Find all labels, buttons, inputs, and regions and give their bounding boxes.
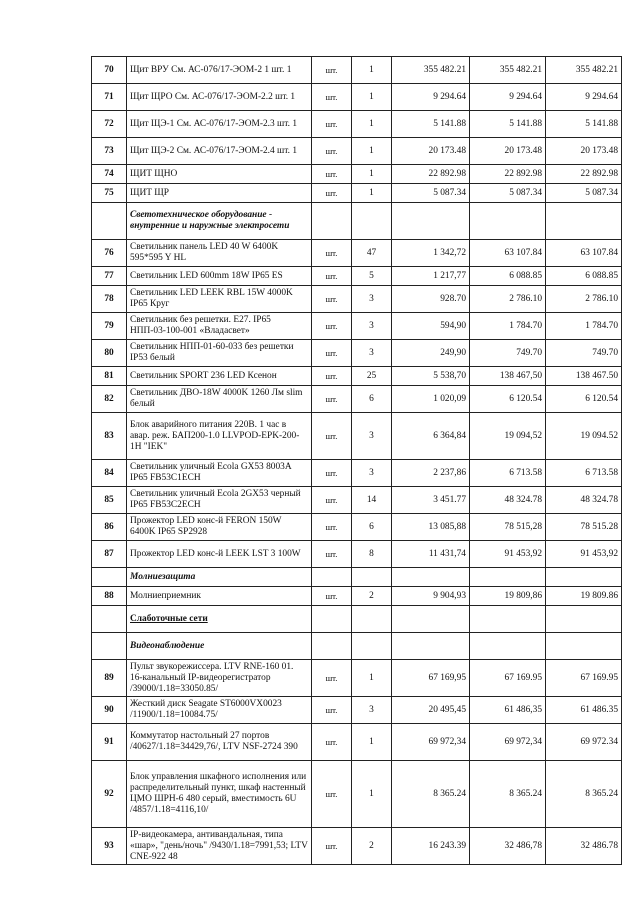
total-cell (470, 606, 546, 633)
price-cell: 1 020,09 (392, 386, 470, 413)
unit-cell (312, 568, 352, 587)
total-cell: 5 141.88 (546, 111, 622, 138)
table-body (92, 57, 622, 865)
row-number-cell: 81 (92, 367, 127, 386)
item-name-cell: Светильник LED 600mm 18W IP65 ES (127, 267, 312, 286)
total-cell: 1 784.70 (546, 313, 622, 340)
unit-cell: шт. (312, 313, 352, 340)
total-cell: 2 786.10 (546, 286, 622, 313)
quantity-cell: 3 (352, 460, 392, 487)
quantity-cell: 1 (352, 724, 392, 761)
table-row (92, 460, 622, 487)
unit-cell: шт. (312, 165, 352, 184)
total-cell: 5 141.88 (470, 111, 546, 138)
quantity-cell (352, 568, 392, 587)
row-number-cell: 83 (92, 413, 127, 460)
unit-cell: шт. (312, 460, 352, 487)
price-cell: 8 365.24 (392, 761, 470, 828)
item-name-cell: Светильник уличный Ecola 2GX53 черный IP65 FB53C2ECH (127, 487, 312, 514)
total-cell: 9 294.64 (470, 84, 546, 111)
total-cell: 20 173.48 (546, 138, 622, 165)
row-number-cell: 88 (92, 587, 127, 606)
unit-cell: шт. (312, 514, 352, 541)
quantity-cell: 8 (352, 541, 392, 568)
total-cell: 19 809.86 (546, 587, 622, 606)
unit-cell: шт. (312, 138, 352, 165)
quantity-cell: 1 (352, 138, 392, 165)
unit-cell: шт. (312, 84, 352, 111)
total-cell: 32 486,78 (470, 828, 546, 865)
price-cell: 5 538,70 (392, 367, 470, 386)
total-cell: 6 713.58 (470, 460, 546, 487)
table-row (92, 340, 622, 367)
table-row (92, 413, 622, 460)
total-cell: 6 713.58 (546, 460, 622, 487)
item-name-cell: IP-видеокамера, антивандальная, типа «шар», "день/ночь" /9430/1.18=7991,53; LTV CNE-922 48 (127, 828, 312, 865)
total-cell: 6 088.85 (470, 267, 546, 286)
total-cell: 91 453,92 (470, 541, 546, 568)
row-number-cell: 85 (92, 487, 127, 514)
price-cell (392, 606, 470, 633)
item-name-cell: Жесткий диск Seagate ST6000VX0023 /11900/1.18=10084.75/ (127, 697, 312, 724)
total-cell: 138 467.50 (546, 367, 622, 386)
item-name-cell: Пульт звукорежиссера. LTV RNE-160 01. 16-канальный IP-видеорегистратор /39000/1.18=33050.85/ (127, 660, 312, 697)
total-cell: 9 294.64 (546, 84, 622, 111)
unit-cell: шт. (312, 367, 352, 386)
table-row (92, 386, 622, 413)
unit-cell: шт. (312, 340, 352, 367)
item-name-cell: Блок аварийного питания 220В. 1 час в авар. реж. БАП200-1.0 LLVPOD-EPK-200-1H "IEK" (127, 413, 312, 460)
section-row (92, 606, 622, 633)
quantity-cell (352, 203, 392, 240)
table-row (92, 57, 622, 84)
total-cell (470, 568, 546, 587)
total-cell: 48 324.78 (470, 487, 546, 514)
total-cell (470, 203, 546, 240)
price-cell (392, 568, 470, 587)
total-cell: 78 515.28 (546, 514, 622, 541)
section-title: Видеонаблюдение (127, 633, 312, 660)
total-cell (470, 633, 546, 660)
item-name-cell: Светильник ДВО-18W 4000K 1260 Лм slim белый (127, 386, 312, 413)
price-cell: 928.70 (392, 286, 470, 313)
unit-cell: шт. (312, 240, 352, 267)
quantity-cell: 25 (352, 367, 392, 386)
table-row (92, 828, 622, 865)
price-cell: 1 217,77 (392, 267, 470, 286)
total-cell: 6 120.54 (470, 386, 546, 413)
row-number-cell (92, 568, 127, 587)
total-cell: 63 107.84 (470, 240, 546, 267)
price-cell: 3 451.77 (392, 487, 470, 514)
quantity-cell: 3 (352, 413, 392, 460)
quantity-cell: 2 (352, 587, 392, 606)
item-name-cell: Коммутатор настольный 27 портов /40627/1.18=34429,76/, LTV NSF-2724 390 (127, 724, 312, 761)
table-row (92, 84, 622, 111)
section-title: Светотехническое оборудование - внутренние и наружные электросети (127, 203, 312, 240)
quantity-cell: 6 (352, 514, 392, 541)
unit-cell: шт. (312, 761, 352, 828)
total-cell: 67 169.95 (546, 660, 622, 697)
table-row (92, 138, 622, 165)
quantity-cell: 6 (352, 386, 392, 413)
price-cell (392, 203, 470, 240)
quantity-cell: 1 (352, 184, 392, 203)
table-row (92, 313, 622, 340)
row-number-cell: 78 (92, 286, 127, 313)
section-title: Слаботочные сети (127, 606, 312, 633)
total-cell (546, 606, 622, 633)
section-title: Молниезащита (127, 568, 312, 587)
row-number-cell: 76 (92, 240, 127, 267)
total-cell: 69 972,34 (470, 724, 546, 761)
unit-cell: шт. (312, 697, 352, 724)
item-name-cell: Светильник панель LED 40 W 6400K 595*595 Y HL (127, 240, 312, 267)
price-cell: 6 364,84 (392, 413, 470, 460)
price-cell: 594,90 (392, 313, 470, 340)
item-name-cell: Прожектор LED конс-й LEEK LST 3 100W (127, 541, 312, 568)
total-cell: 22 892.98 (546, 165, 622, 184)
quantity-cell: 14 (352, 487, 392, 514)
section-row (92, 568, 622, 587)
quantity-cell: 1 (352, 57, 392, 84)
total-cell: 138 467,50 (470, 367, 546, 386)
table-row (92, 367, 622, 386)
row-number-cell: 71 (92, 84, 127, 111)
document-page (91, 56, 621, 865)
price-cell: 9 904,93 (392, 587, 470, 606)
total-cell: 20 173.48 (470, 138, 546, 165)
total-cell: 355 482.21 (470, 57, 546, 84)
row-number-cell: 74 (92, 165, 127, 184)
total-cell: 91 453,92 (546, 541, 622, 568)
row-number-cell: 84 (92, 460, 127, 487)
total-cell: 19 809,86 (470, 587, 546, 606)
quantity-cell: 5 (352, 267, 392, 286)
table-row (92, 541, 622, 568)
item-name-cell: Прожектор LED конс-й FERON 150W 6400K IP65 SP2928 (127, 514, 312, 541)
quantity-cell: 1 (352, 84, 392, 111)
total-cell: 1 784.70 (470, 313, 546, 340)
unit-cell (312, 606, 352, 633)
quantity-cell: 1 (352, 111, 392, 138)
total-cell: 8 365.24 (470, 761, 546, 828)
row-number-cell: 86 (92, 514, 127, 541)
price-cell: 11 431,74 (392, 541, 470, 568)
quantity-cell: 3 (352, 286, 392, 313)
table-row (92, 514, 622, 541)
quantity-cell: 3 (352, 697, 392, 724)
total-cell: 355 482.21 (546, 57, 622, 84)
total-cell: 48 324.78 (546, 487, 622, 514)
total-cell: 5 087.34 (470, 184, 546, 203)
item-name-cell: ЩИТ ЩР (127, 184, 312, 203)
quantity-cell: 1 (352, 165, 392, 184)
item-name-cell: Блок управления шкафного исполнения или распределительный пункт, шкаф настенный ЦМО ШРН-6 480 серый, вместимость 6U /4857/1.18=4116,10/ (127, 761, 312, 828)
item-name-cell: Светильник без решетки. E27. IP65 НПП-03-100-001 «Владасвет» (127, 313, 312, 340)
total-cell: 8 365.24 (546, 761, 622, 828)
row-number-cell: 87 (92, 541, 127, 568)
table-row (92, 286, 622, 313)
table-row (92, 724, 622, 761)
unit-cell (312, 203, 352, 240)
unit-cell: шт. (312, 413, 352, 460)
total-cell (546, 633, 622, 660)
unit-cell: шт. (312, 57, 352, 84)
item-name-cell: Светильник SPORT 236 LED Ксенон (127, 367, 312, 386)
price-cell: 1 342,72 (392, 240, 470, 267)
estimate-table (91, 56, 622, 865)
quantity-cell: 3 (352, 340, 392, 367)
total-cell: 2 786.10 (470, 286, 546, 313)
price-cell: 22 892.98 (392, 165, 470, 184)
quantity-cell: 3 (352, 313, 392, 340)
table-row (92, 487, 622, 514)
total-cell: 6 088.85 (546, 267, 622, 286)
total-cell (546, 203, 622, 240)
quantity-cell (352, 633, 392, 660)
row-number-cell (92, 606, 127, 633)
row-number-cell: 92 (92, 761, 127, 828)
item-name-cell: Светильник LED LEEK RBL 15W 4000K IP65 Круг (127, 286, 312, 313)
total-cell: 61 486,35 (470, 697, 546, 724)
total-cell: 78 515,28 (470, 514, 546, 541)
row-number-cell: 73 (92, 138, 127, 165)
unit-cell: шт. (312, 828, 352, 865)
total-cell: 749.70 (470, 340, 546, 367)
row-number-cell: 79 (92, 313, 127, 340)
unit-cell: шт. (312, 587, 352, 606)
price-cell: 355 482.21 (392, 57, 470, 84)
row-number-cell: 77 (92, 267, 127, 286)
item-name-cell: Светильник НПП-01-60-033 без решетки IP53 белый (127, 340, 312, 367)
table-row (92, 165, 622, 184)
total-cell: 32 486.78 (546, 828, 622, 865)
table-row (92, 761, 622, 828)
total-cell: 67 169.95 (470, 660, 546, 697)
row-number-cell: 91 (92, 724, 127, 761)
total-cell: 5 087.34 (546, 184, 622, 203)
unit-cell: шт. (312, 286, 352, 313)
total-cell: 749.70 (546, 340, 622, 367)
row-number-cell: 90 (92, 697, 127, 724)
price-cell: 69 972,34 (392, 724, 470, 761)
unit-cell: шт. (312, 267, 352, 286)
table-row (92, 111, 622, 138)
price-cell: 20 495,45 (392, 697, 470, 724)
item-name-cell: Щит ВРУ См. АС-076/17-ЭОМ-2 1 шт. 1 (127, 57, 312, 84)
table-row (92, 697, 622, 724)
price-cell: 5 087.34 (392, 184, 470, 203)
quantity-cell: 2 (352, 828, 392, 865)
unit-cell: шт. (312, 660, 352, 697)
price-cell: 13 085,88 (392, 514, 470, 541)
price-cell: 5 141.88 (392, 111, 470, 138)
unit-cell: шт. (312, 724, 352, 761)
price-cell: 9 294.64 (392, 84, 470, 111)
price-cell (392, 633, 470, 660)
unit-cell: шт. (312, 111, 352, 138)
item-name-cell: ЩИТ ЩНО (127, 165, 312, 184)
total-cell (546, 568, 622, 587)
row-number-cell (92, 633, 127, 660)
price-cell: 16 243.39 (392, 828, 470, 865)
quantity-cell: 1 (352, 660, 392, 697)
item-name-cell: Щит ЩЭ-1 См. АС-076/17-ЭОМ-2.3 шт. 1 (127, 111, 312, 138)
section-row (92, 203, 622, 240)
quantity-cell: 1 (352, 761, 392, 828)
row-number-cell: 70 (92, 57, 127, 84)
table-row (92, 240, 622, 267)
total-cell: 19 094.52 (546, 413, 622, 460)
unit-cell: шт. (312, 487, 352, 514)
row-number-cell: 82 (92, 386, 127, 413)
row-number-cell: 80 (92, 340, 127, 367)
price-cell: 67 169,95 (392, 660, 470, 697)
total-cell: 69 972.34 (546, 724, 622, 761)
quantity-cell: 47 (352, 240, 392, 267)
row-number-cell: 89 (92, 660, 127, 697)
price-cell: 20 173.48 (392, 138, 470, 165)
unit-cell: шт. (312, 184, 352, 203)
table-row (92, 660, 622, 697)
total-cell: 19 094,52 (470, 413, 546, 460)
section-row (92, 633, 622, 660)
price-cell: 249,90 (392, 340, 470, 367)
quantity-cell (352, 606, 392, 633)
total-cell: 6 120.54 (546, 386, 622, 413)
table-row (92, 184, 622, 203)
row-number-cell: 75 (92, 184, 127, 203)
total-cell: 63 107.84 (546, 240, 622, 267)
item-name-cell: Щит ЩЭ-2 См. АС-076/17-ЭОМ-2.4 шт. 1 (127, 138, 312, 165)
item-name-cell: Светильник уличный Ecola GX53 8003A IP65 FB53C1ECH (127, 460, 312, 487)
item-name-cell: Щит ЩРО См. АС-076/17-ЭОМ-2.2 шт. 1 (127, 84, 312, 111)
table-row (92, 587, 622, 606)
row-number-cell (92, 203, 127, 240)
price-cell: 2 237,86 (392, 460, 470, 487)
table-row (92, 267, 622, 286)
row-number-cell: 72 (92, 111, 127, 138)
row-number-cell: 93 (92, 828, 127, 865)
item-name-cell: Молниеприемник (127, 587, 312, 606)
total-cell: 61 486.35 (546, 697, 622, 724)
unit-cell: шт. (312, 541, 352, 568)
unit-cell (312, 633, 352, 660)
total-cell: 22 892.98 (470, 165, 546, 184)
unit-cell: шт. (312, 386, 352, 413)
